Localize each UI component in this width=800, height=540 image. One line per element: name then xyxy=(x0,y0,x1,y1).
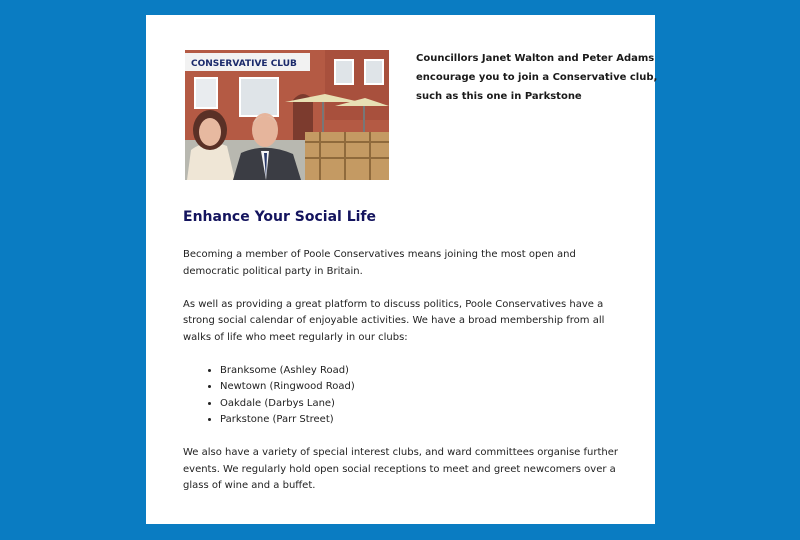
paragraph-events: We also have a variety of special interest clubs, and ward committees organise further events. We regularly hold open social receptions to meet and greet newcomers over a glass of wine and a buffet. xyxy=(183,447,618,491)
list-item: • Newtown (Ringwood Road) xyxy=(220,379,623,396)
content-card xyxy=(146,15,658,524)
caption-line: such as this one in Parkstone xyxy=(416,91,582,102)
club-photo-illustration xyxy=(185,50,389,180)
article-body xyxy=(183,247,623,511)
list-item: • Branksome (Ashley Road) xyxy=(220,363,623,380)
list-item: • Oakdale (Darbys Lane) xyxy=(220,396,623,413)
paragraph-social-calendar: As well as providing a great platform to discuss politics, Poole Conservatives have a strong social calendar of enjoyable activities. We have a broad membership from all walks of life who meet regularly in our clubs: xyxy=(183,298,605,343)
caption-line: encourage you to join a Conservative club, xyxy=(416,72,658,83)
list-item: • Parkstone (Parr Street) xyxy=(220,412,623,429)
club-sign-text: CONSERVATIVE CLUB xyxy=(191,59,297,69)
photo-caption xyxy=(416,49,658,106)
caption-line: Councillors Janet Walton and Peter Adams xyxy=(416,53,655,64)
paragraph-membership: Becoming a member of Poole Conservatives means joining the most open and democratic political party in Britain. xyxy=(183,249,576,277)
section-heading: Enhance Your Social Life xyxy=(183,209,377,225)
club-photo xyxy=(185,50,389,180)
clubs-list xyxy=(183,363,623,429)
